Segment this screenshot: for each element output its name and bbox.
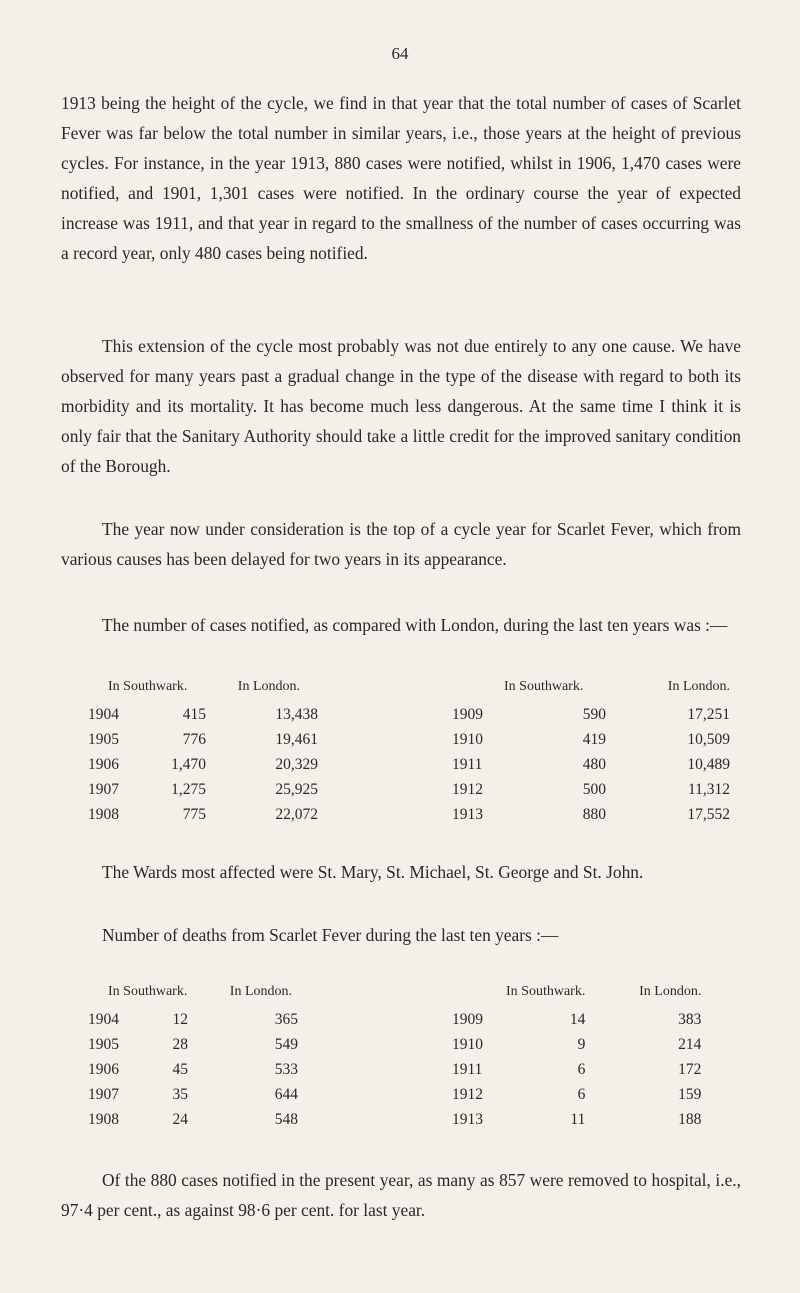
southwark-value: 415	[182, 705, 206, 723]
southwark-value: 12	[172, 1010, 188, 1028]
paragraph-cycle-extension: This extension of the cycle most probably was not due entirely to any one cause. We have observed for many years past a gradual change in the type of the disease with regard to both its morbidity and its mortality. It has become much less dangerous. At the same time I think it is only fair that the Sanitary Authority should take a little credit for the improved sanitary condition of the Borough.	[61, 336, 741, 476]
table-row	[88, 702, 318, 727]
paragraph-deaths-intro: Number of deaths from Scarlet Fever during the last ten years :—	[102, 925, 559, 945]
table-row	[452, 802, 730, 827]
table-row	[452, 1107, 701, 1132]
year-cell: 1912	[452, 1085, 483, 1103]
london-value: 365	[274, 1010, 298, 1028]
southwark-value: 1,275	[171, 780, 206, 798]
southwark-value: 45	[172, 1060, 188, 1078]
london-value: 17,251	[687, 705, 730, 723]
table-row	[88, 777, 318, 802]
london-value: 13,438	[275, 705, 318, 723]
london-value: 548	[274, 1110, 298, 1128]
year-cell: 1906	[88, 1060, 119, 1078]
southwark-value: 35	[172, 1085, 188, 1103]
table-row	[88, 752, 318, 777]
london-value: 22,072	[275, 805, 318, 823]
london-value: 644	[274, 1085, 298, 1103]
paragraph-cases-intro: The number of cases notified, as compared with London, during the last ten years was :—	[102, 615, 728, 635]
table-row	[88, 1057, 298, 1082]
table-header-row: In Southwark. In London.	[506, 984, 702, 999]
year-cell: 1908	[88, 805, 119, 823]
southwark-value: 776	[182, 730, 206, 748]
table-row	[452, 1007, 701, 1032]
deaths-table-right	[452, 977, 701, 1132]
table-row	[452, 1057, 701, 1082]
london-value: 159	[678, 1085, 702, 1103]
year-cell: 1908	[88, 1110, 119, 1128]
london-value: 188	[678, 1110, 702, 1128]
paragraph-wards: The Wards most affected were St. Mary, St. Michael, St. George and St. John.	[102, 862, 644, 882]
table-row	[88, 802, 318, 827]
southwark-value: 775	[182, 805, 206, 823]
london-value: 10,509	[687, 730, 730, 748]
southwark-value: 480	[582, 755, 606, 773]
table-row	[88, 727, 318, 752]
year-cell: 1905	[88, 1035, 119, 1053]
southwark-value: 11	[570, 1110, 586, 1128]
year-cell: 1905	[88, 730, 119, 748]
southwark-value: 419	[582, 730, 606, 748]
southwark-value: 880	[582, 805, 606, 823]
london-value: 10,489	[687, 755, 730, 773]
deaths-table-left	[88, 977, 298, 1132]
cases-table-right	[452, 672, 730, 827]
table-row	[452, 702, 730, 727]
year-cell: 1910	[452, 1035, 483, 1053]
paragraph-cycle-height: 1913 being the height of the cycle, we find in that year that the total number of cases of Scarlet Fever was far below the total number in similar years, i.e., those years at the height of previous cycles. For instance, in the year 1913, 880 cases were notified, whilst in 1906, 1,470 cases were notified, and 1901, 1,301 cases were notified. In the ordinary course the year of expected increase was 1911, and that year in regard to the smallness of the number of cases occurring was a record year, only 480 cases being notified.	[61, 93, 741, 263]
london-value: 11,312	[687, 780, 730, 798]
paragraph-hospital-removal: Of the 880 cases notified in the present year, as many as 857 were removed to hospital, i.e., 97·4 per cent., as against 98·6 per cent. for last year.	[61, 1170, 741, 1220]
london-value: 214	[678, 1035, 702, 1053]
year-cell: 1909	[452, 1010, 483, 1028]
southwark-value: 14	[569, 1010, 586, 1028]
southwark-value: 1,470	[171, 755, 206, 773]
table-row	[88, 1007, 298, 1032]
table-row	[452, 1032, 701, 1057]
london-value: 549	[274, 1035, 298, 1053]
southwark-value: 500	[582, 780, 606, 798]
table-row	[88, 1107, 298, 1132]
table-row	[452, 752, 730, 777]
table-header-row: In Southwark. In London.	[108, 984, 292, 999]
page-number: 64	[391, 44, 409, 63]
table-row	[452, 777, 730, 802]
southwark-value: 6	[577, 1060, 586, 1078]
table-row	[452, 1082, 701, 1107]
table-row	[88, 1082, 298, 1107]
london-value: 533	[274, 1060, 298, 1078]
year-cell: 1912	[452, 780, 483, 798]
cases-table-left	[88, 672, 318, 827]
year-cell: 1907	[88, 1085, 119, 1103]
southwark-value: 24	[172, 1110, 188, 1128]
year-cell: 1906	[88, 755, 119, 773]
year-cell: 1904	[88, 1010, 119, 1028]
southwark-value: 9	[577, 1035, 586, 1053]
year-cell: 1913	[452, 1110, 483, 1128]
year-cell: 1907	[88, 780, 119, 798]
year-cell: 1904	[88, 705, 119, 723]
table-header-row: In Southwark. In London.	[108, 679, 300, 694]
year-cell: 1910	[452, 730, 483, 748]
london-value: 25,925	[275, 780, 318, 798]
table-row	[88, 1032, 298, 1057]
london-value: 19,461	[275, 730, 318, 748]
year-cell: 1913	[452, 805, 483, 823]
year-cell: 1911	[452, 755, 483, 773]
southwark-value: 28	[172, 1035, 188, 1053]
london-value: 17,552	[687, 805, 730, 823]
table-header-row: In Southwark. In London.	[504, 679, 730, 694]
year-cell: 1911	[452, 1060, 483, 1078]
southwark-value: 590	[582, 705, 606, 723]
london-value: 20,329	[275, 755, 318, 773]
london-value: 172	[678, 1060, 702, 1078]
table-row	[452, 727, 730, 752]
paragraph-current-year: The year now under consideration is the top of a cycle year for Scarlet Fever, which from various causes has been delayed for two years in its appearance.	[61, 519, 741, 569]
year-cell: 1909	[452, 705, 483, 723]
london-value: 383	[678, 1010, 702, 1028]
southwark-value: 6	[577, 1085, 586, 1103]
